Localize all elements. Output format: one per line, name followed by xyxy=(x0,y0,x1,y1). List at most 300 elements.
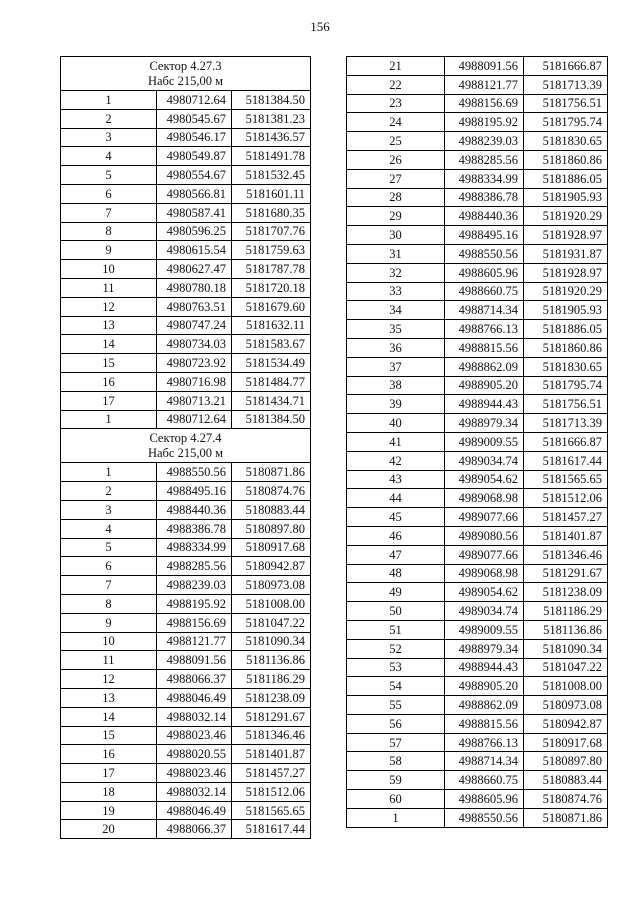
x-coordinate-cell: 4988660.75 xyxy=(445,771,524,790)
point-number-cell: 24 xyxy=(347,113,445,132)
point-number-cell: 21 xyxy=(347,57,445,76)
x-coordinate-cell: 4988660.75 xyxy=(445,282,524,301)
point-number-cell: 10 xyxy=(61,260,157,279)
y-coordinate-cell: 5181238.09 xyxy=(232,688,311,707)
x-coordinate-cell: 4989009.55 xyxy=(445,432,524,451)
x-coordinate-cell: 4980734.03 xyxy=(157,335,232,354)
y-coordinate-cell: 5181457.27 xyxy=(524,508,608,527)
table-row xyxy=(61,688,311,707)
x-coordinate-cell: 4989068.98 xyxy=(445,564,524,583)
table-row xyxy=(347,470,608,489)
x-coordinate-cell: 4988386.78 xyxy=(157,519,232,538)
y-coordinate-cell: 5181491.78 xyxy=(232,147,311,166)
table-row xyxy=(347,677,608,696)
point-number-cell: 32 xyxy=(347,263,445,282)
table-row xyxy=(61,651,311,670)
x-coordinate-cell: 4988440.36 xyxy=(157,500,232,519)
point-number-cell: 13 xyxy=(61,316,157,335)
y-coordinate-cell: 5181830.65 xyxy=(524,132,608,151)
point-number-cell: 46 xyxy=(347,526,445,545)
right-coordinates-table xyxy=(346,56,608,828)
point-number-cell: 8 xyxy=(61,594,157,613)
x-coordinate-cell: 4989034.74 xyxy=(445,451,524,470)
x-coordinate-cell: 4988020.55 xyxy=(157,745,232,764)
table-row xyxy=(347,113,608,132)
sector-title: Сектор 4.27.4 xyxy=(149,431,222,446)
table-row xyxy=(61,707,311,726)
sector-elevation: Набс 215,00 м xyxy=(147,74,224,88)
point-number-cell: 10 xyxy=(61,632,157,651)
point-number-cell: 1 xyxy=(61,91,157,110)
point-number-cell: 15 xyxy=(61,354,157,373)
table-row xyxy=(347,432,608,451)
table-row xyxy=(61,297,311,316)
point-number-cell: 20 xyxy=(61,820,157,839)
point-number-cell: 44 xyxy=(347,489,445,508)
point-number-cell: 12 xyxy=(61,297,157,316)
x-coordinate-cell: 4989054.62 xyxy=(445,583,524,602)
x-coordinate-cell: 4980627.47 xyxy=(157,260,232,279)
x-coordinate-cell: 4988046.49 xyxy=(157,801,232,820)
point-number-cell: 13 xyxy=(61,688,157,707)
point-number-cell: 5 xyxy=(61,166,157,185)
point-number-cell: 2 xyxy=(61,482,157,501)
y-coordinate-cell: 5180871.86 xyxy=(232,463,311,482)
table-row xyxy=(347,733,608,752)
x-coordinate-cell: 4988032.14 xyxy=(157,707,232,726)
point-number-cell: 31 xyxy=(347,244,445,263)
y-coordinate-cell: 5181401.87 xyxy=(232,745,311,764)
x-coordinate-cell: 4988066.37 xyxy=(157,670,232,689)
y-coordinate-cell: 5181434.71 xyxy=(232,391,311,410)
y-coordinate-cell: 5181860.86 xyxy=(524,338,608,357)
point-number-cell: 60 xyxy=(347,790,445,809)
point-number-cell: 40 xyxy=(347,414,445,433)
point-number-cell: 25 xyxy=(347,132,445,151)
x-coordinate-cell: 4980615.54 xyxy=(157,241,232,260)
point-number-cell: 14 xyxy=(61,707,157,726)
x-coordinate-cell: 4989054.62 xyxy=(445,470,524,489)
table-row xyxy=(61,241,311,260)
point-number-cell: 39 xyxy=(347,395,445,414)
y-coordinate-cell: 5181679.60 xyxy=(232,297,311,316)
table-row xyxy=(347,696,608,715)
x-coordinate-cell: 4988195.92 xyxy=(445,113,524,132)
y-coordinate-cell: 5181680.35 xyxy=(232,203,311,222)
y-coordinate-cell: 5181291.67 xyxy=(524,564,608,583)
table-row xyxy=(61,782,311,801)
table-row xyxy=(61,184,311,203)
y-coordinate-cell: 5181384.50 xyxy=(232,410,311,429)
y-coordinate-cell: 5181090.34 xyxy=(232,632,311,651)
y-coordinate-cell: 5181707.76 xyxy=(232,222,311,241)
table-row xyxy=(347,771,608,790)
y-coordinate-cell: 5181346.46 xyxy=(232,726,311,745)
y-coordinate-cell: 5181136.86 xyxy=(232,651,311,670)
y-coordinate-cell: 5181512.06 xyxy=(232,782,311,801)
y-coordinate-cell: 5181565.65 xyxy=(232,801,311,820)
sector-header-row xyxy=(61,57,311,91)
table-row xyxy=(347,226,608,245)
y-coordinate-cell: 5181384.50 xyxy=(232,91,311,110)
table-row xyxy=(347,658,608,677)
y-coordinate-cell: 5180874.76 xyxy=(524,790,608,809)
table-row xyxy=(347,282,608,301)
table-row xyxy=(61,203,311,222)
x-coordinate-cell: 4988285.56 xyxy=(157,557,232,576)
right-table-body xyxy=(347,57,608,828)
left-coordinates-table xyxy=(60,56,311,839)
y-coordinate-cell: 5181756.51 xyxy=(524,94,608,113)
sector-elevation: Набс 215,00 м xyxy=(147,446,224,461)
y-coordinate-cell: 5181291.67 xyxy=(232,707,311,726)
table-row xyxy=(347,489,608,508)
x-coordinate-cell: 4980549.87 xyxy=(157,147,232,166)
x-coordinate-cell: 4989077.66 xyxy=(445,508,524,527)
point-number-cell: 59 xyxy=(347,771,445,790)
point-number-cell: 51 xyxy=(347,620,445,639)
x-coordinate-cell: 4988862.09 xyxy=(445,696,524,715)
y-coordinate-cell: 5181787.78 xyxy=(232,260,311,279)
y-coordinate-cell: 5181136.86 xyxy=(524,620,608,639)
y-coordinate-cell: 5181666.87 xyxy=(524,57,608,76)
point-number-cell: 4 xyxy=(61,147,157,166)
y-coordinate-cell: 5181534.49 xyxy=(232,354,311,373)
x-coordinate-cell: 4980712.64 xyxy=(157,91,232,110)
point-number-cell: 17 xyxy=(61,764,157,783)
table-row xyxy=(61,372,311,391)
x-coordinate-cell: 4988156.69 xyxy=(445,94,524,113)
x-coordinate-cell: 4988066.37 xyxy=(157,820,232,839)
point-number-cell: 23 xyxy=(347,94,445,113)
x-coordinate-cell: 4988979.34 xyxy=(445,414,524,433)
x-coordinate-cell: 4988334.99 xyxy=(445,169,524,188)
y-coordinate-cell: 5181830.65 xyxy=(524,357,608,376)
x-coordinate-cell: 4988091.56 xyxy=(445,57,524,76)
point-number-cell: 50 xyxy=(347,602,445,621)
x-coordinate-cell: 4988386.78 xyxy=(445,188,524,207)
point-number-cell: 5 xyxy=(61,538,157,557)
point-number-cell: 41 xyxy=(347,432,445,451)
y-coordinate-cell: 5181905.93 xyxy=(524,301,608,320)
point-number-cell: 3 xyxy=(61,500,157,519)
y-coordinate-cell: 5180942.87 xyxy=(232,557,311,576)
point-number-cell: 1 xyxy=(61,463,157,482)
point-number-cell: 27 xyxy=(347,169,445,188)
y-coordinate-cell: 5181759.63 xyxy=(232,241,311,260)
table-row xyxy=(61,519,311,538)
point-number-cell: 6 xyxy=(61,184,157,203)
table-row xyxy=(61,801,311,820)
table-row xyxy=(61,613,311,632)
point-number-cell: 22 xyxy=(347,75,445,94)
table-row xyxy=(61,166,311,185)
y-coordinate-cell: 5181720.18 xyxy=(232,278,311,297)
x-coordinate-cell: 4988032.14 xyxy=(157,782,232,801)
x-coordinate-cell: 4988495.16 xyxy=(445,226,524,245)
x-coordinate-cell: 4980747.24 xyxy=(157,316,232,335)
point-number-cell: 42 xyxy=(347,451,445,470)
x-coordinate-cell: 4988714.34 xyxy=(445,301,524,320)
point-number-cell: 2 xyxy=(61,109,157,128)
x-coordinate-cell: 4988944.43 xyxy=(445,658,524,677)
table-row xyxy=(347,714,608,733)
y-coordinate-cell: 5180917.68 xyxy=(232,538,311,557)
y-coordinate-cell: 5181008.00 xyxy=(232,594,311,613)
table-row xyxy=(61,726,311,745)
x-coordinate-cell: 4988605.96 xyxy=(445,790,524,809)
point-number-cell: 53 xyxy=(347,658,445,677)
point-number-cell: 11 xyxy=(61,651,157,670)
x-coordinate-cell: 4988550.56 xyxy=(445,808,524,827)
x-coordinate-cell: 4988121.77 xyxy=(157,632,232,651)
table-row xyxy=(347,207,608,226)
left-table-body xyxy=(61,57,311,839)
point-number-cell: 38 xyxy=(347,376,445,395)
table-row xyxy=(347,508,608,527)
y-coordinate-cell: 5181920.29 xyxy=(524,282,608,301)
y-coordinate-cell: 5181381.23 xyxy=(232,109,311,128)
y-coordinate-cell: 5180973.08 xyxy=(232,576,311,595)
y-coordinate-cell: 5181928.97 xyxy=(524,226,608,245)
table-row xyxy=(347,639,608,658)
table-row xyxy=(61,500,311,519)
point-number-cell: 52 xyxy=(347,639,445,658)
x-coordinate-cell: 4988815.56 xyxy=(445,338,524,357)
table-row xyxy=(347,602,608,621)
x-coordinate-cell: 4980587.41 xyxy=(157,203,232,222)
sector-title: Сектор 4.27.3 xyxy=(149,59,222,73)
point-number-cell: 1 xyxy=(347,808,445,827)
y-coordinate-cell: 5181928.97 xyxy=(524,263,608,282)
table-row xyxy=(347,94,608,113)
table-row xyxy=(61,91,311,110)
point-number-cell: 48 xyxy=(347,564,445,583)
y-coordinate-cell: 5181905.93 xyxy=(524,188,608,207)
table-row xyxy=(61,316,311,335)
point-number-cell: 56 xyxy=(347,714,445,733)
x-coordinate-cell: 4988979.34 xyxy=(445,639,524,658)
x-coordinate-cell: 4988239.03 xyxy=(157,576,232,595)
x-coordinate-cell: 4980554.67 xyxy=(157,166,232,185)
y-coordinate-cell: 5181565.65 xyxy=(524,470,608,489)
point-number-cell: 6 xyxy=(61,557,157,576)
point-number-cell: 45 xyxy=(347,508,445,527)
x-coordinate-cell: 4988766.13 xyxy=(445,320,524,339)
table-row xyxy=(347,301,608,320)
table-row xyxy=(61,670,311,689)
x-coordinate-cell: 4980712.64 xyxy=(157,410,232,429)
x-coordinate-cell: 4988495.16 xyxy=(157,482,232,501)
point-number-cell: 55 xyxy=(347,696,445,715)
point-number-cell: 34 xyxy=(347,301,445,320)
y-coordinate-cell: 5181795.74 xyxy=(524,113,608,132)
y-coordinate-cell: 5181436.57 xyxy=(232,128,311,147)
x-coordinate-cell: 4989077.66 xyxy=(445,545,524,564)
point-number-cell: 7 xyxy=(61,203,157,222)
sector-header xyxy=(61,429,311,463)
table-row xyxy=(347,395,608,414)
table-row xyxy=(347,376,608,395)
y-coordinate-cell: 5181713.39 xyxy=(524,414,608,433)
y-coordinate-cell: 5181186.29 xyxy=(232,670,311,689)
x-coordinate-cell: 4988862.09 xyxy=(445,357,524,376)
point-number-cell: 35 xyxy=(347,320,445,339)
point-number-cell: 36 xyxy=(347,338,445,357)
y-coordinate-cell: 5181090.34 xyxy=(524,639,608,658)
page-number: 156 xyxy=(310,19,330,34)
x-coordinate-cell: 4980716.98 xyxy=(157,372,232,391)
x-coordinate-cell: 4980713.21 xyxy=(157,391,232,410)
x-coordinate-cell: 4988905.20 xyxy=(445,376,524,395)
y-coordinate-cell: 5181583.67 xyxy=(232,335,311,354)
point-number-cell: 9 xyxy=(61,613,157,632)
table-row xyxy=(61,745,311,764)
x-coordinate-cell: 4988156.69 xyxy=(157,613,232,632)
table-row xyxy=(61,463,311,482)
x-coordinate-cell: 4980566.81 xyxy=(157,184,232,203)
table-row xyxy=(61,557,311,576)
sector-header-row xyxy=(61,429,311,463)
x-coordinate-cell: 4988285.56 xyxy=(445,150,524,169)
table-row xyxy=(61,482,311,501)
y-coordinate-cell: 5181886.05 xyxy=(524,320,608,339)
x-coordinate-cell: 4980723.92 xyxy=(157,354,232,373)
table-row xyxy=(61,147,311,166)
point-number-cell: 37 xyxy=(347,357,445,376)
point-number-cell: 30 xyxy=(347,226,445,245)
y-coordinate-cell: 5181008.00 xyxy=(524,677,608,696)
y-coordinate-cell: 5181756.51 xyxy=(524,395,608,414)
table-row xyxy=(347,545,608,564)
table-row xyxy=(347,188,608,207)
point-number-cell: 16 xyxy=(61,372,157,391)
point-number-cell: 19 xyxy=(61,801,157,820)
point-number-cell: 7 xyxy=(61,576,157,595)
point-number-cell: 11 xyxy=(61,278,157,297)
table-row xyxy=(347,808,608,827)
table-row xyxy=(347,583,608,602)
table-row xyxy=(347,320,608,339)
table-row xyxy=(347,414,608,433)
y-coordinate-cell: 5180897.80 xyxy=(232,519,311,538)
y-coordinate-cell: 5181186.29 xyxy=(524,602,608,621)
x-coordinate-cell: 4988091.56 xyxy=(157,651,232,670)
table-row xyxy=(347,263,608,282)
point-number-cell: 49 xyxy=(347,583,445,602)
x-coordinate-cell: 4988023.46 xyxy=(157,764,232,783)
y-coordinate-cell: 5181617.44 xyxy=(524,451,608,470)
x-coordinate-cell: 4988440.36 xyxy=(445,207,524,226)
x-coordinate-cell: 4989034.74 xyxy=(445,602,524,621)
table-row xyxy=(347,57,608,76)
y-coordinate-cell: 5181617.44 xyxy=(232,820,311,839)
y-coordinate-cell: 5181532.45 xyxy=(232,166,311,185)
table-row xyxy=(347,132,608,151)
table-row xyxy=(61,222,311,241)
y-coordinate-cell: 5181920.29 xyxy=(524,207,608,226)
table-row xyxy=(61,410,311,429)
y-coordinate-cell: 5181401.87 xyxy=(524,526,608,545)
table-row xyxy=(347,357,608,376)
point-number-cell: 47 xyxy=(347,545,445,564)
point-number-cell: 29 xyxy=(347,207,445,226)
y-coordinate-cell: 5181346.46 xyxy=(524,545,608,564)
table-row xyxy=(347,564,608,583)
y-coordinate-cell: 5181047.22 xyxy=(524,658,608,677)
x-coordinate-cell: 4988550.56 xyxy=(157,463,232,482)
table-row xyxy=(61,594,311,613)
y-coordinate-cell: 5181931.87 xyxy=(524,244,608,263)
x-coordinate-cell: 4988766.13 xyxy=(445,733,524,752)
x-coordinate-cell: 4988815.56 xyxy=(445,714,524,733)
x-coordinate-cell: 4988195.92 xyxy=(157,594,232,613)
y-coordinate-cell: 5181632.11 xyxy=(232,316,311,335)
y-coordinate-cell: 5181713.39 xyxy=(524,75,608,94)
table-row xyxy=(347,150,608,169)
y-coordinate-cell: 5181886.05 xyxy=(524,169,608,188)
x-coordinate-cell: 4988121.77 xyxy=(445,75,524,94)
table-row xyxy=(347,244,608,263)
point-number-cell: 14 xyxy=(61,335,157,354)
point-number-cell: 54 xyxy=(347,677,445,696)
point-number-cell: 43 xyxy=(347,470,445,489)
x-coordinate-cell: 4989080.56 xyxy=(445,526,524,545)
table-row xyxy=(347,752,608,771)
point-number-cell: 12 xyxy=(61,670,157,689)
point-number-cell: 9 xyxy=(61,241,157,260)
table-row xyxy=(347,338,608,357)
x-coordinate-cell: 4980763.51 xyxy=(157,297,232,316)
y-coordinate-cell: 5180871.86 xyxy=(524,808,608,827)
table-row xyxy=(347,790,608,809)
y-coordinate-cell: 5181795.74 xyxy=(524,376,608,395)
table-row xyxy=(61,764,311,783)
y-coordinate-cell: 5181238.09 xyxy=(524,583,608,602)
point-number-cell: 28 xyxy=(347,188,445,207)
x-coordinate-cell: 4988550.56 xyxy=(445,244,524,263)
table-row xyxy=(61,576,311,595)
table-row xyxy=(347,75,608,94)
y-coordinate-cell: 5181457.27 xyxy=(232,764,311,783)
y-coordinate-cell: 5181484.77 xyxy=(232,372,311,391)
table-row xyxy=(347,169,608,188)
x-coordinate-cell: 4980596.25 xyxy=(157,222,232,241)
table-row xyxy=(347,526,608,545)
sector-header xyxy=(61,57,311,91)
x-coordinate-cell: 4980545.67 xyxy=(157,109,232,128)
x-coordinate-cell: 4988905.20 xyxy=(445,677,524,696)
point-number-cell: 15 xyxy=(61,726,157,745)
point-number-cell: 26 xyxy=(347,150,445,169)
point-number-cell: 4 xyxy=(61,519,157,538)
y-coordinate-cell: 5180897.80 xyxy=(524,752,608,771)
y-coordinate-cell: 5181601.11 xyxy=(232,184,311,203)
x-coordinate-cell: 4980546.17 xyxy=(157,128,232,147)
point-number-cell: 18 xyxy=(61,782,157,801)
point-number-cell: 16 xyxy=(61,745,157,764)
y-coordinate-cell: 5180883.44 xyxy=(524,771,608,790)
x-coordinate-cell: 4980780.18 xyxy=(157,278,232,297)
point-number-cell: 8 xyxy=(61,222,157,241)
point-number-cell: 17 xyxy=(61,391,157,410)
table-row xyxy=(61,260,311,279)
table-row xyxy=(61,538,311,557)
y-coordinate-cell: 5180942.87 xyxy=(524,714,608,733)
y-coordinate-cell: 5181047.22 xyxy=(232,613,311,632)
y-coordinate-cell: 5181666.87 xyxy=(524,432,608,451)
x-coordinate-cell: 4988046.49 xyxy=(157,688,232,707)
